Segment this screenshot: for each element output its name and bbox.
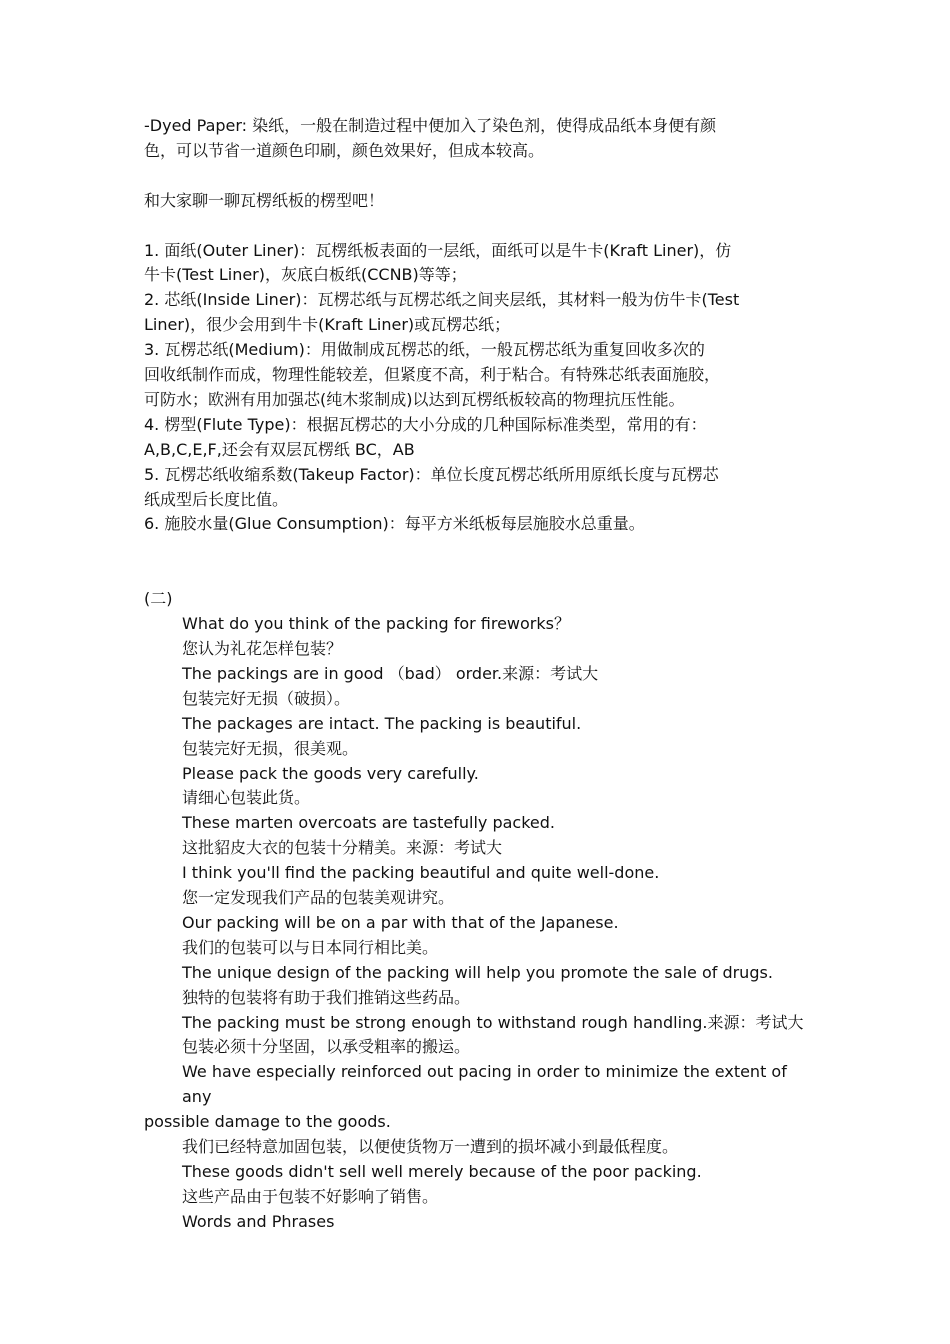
phrase-line: 包装必须十分坚固，以承受粗率的搬运。 xyxy=(182,1037,471,1057)
spacer xyxy=(144,164,812,189)
text-line: 5. 瓦楞芯纸收缩系数(Takeup Factor)：单位长度瓦楞芯纸所用原纸长度与瓦楞芯 xyxy=(144,464,719,484)
dyed-paper-paragraph xyxy=(144,114,812,164)
text-line: 1. 面纸(Outer Liner)：瓦楞纸板表面的一层纸，面纸可以是牛卡(Kraft Liner)，仿 xyxy=(144,240,732,260)
phrase-line: 这些产品由于包装不好影响了销售。 xyxy=(182,1186,439,1206)
flute-intro: 和大家聊一聊瓦楞纸板的楞型吧！ xyxy=(144,190,385,210)
words-and-phrases-heading: Words and Phrases xyxy=(182,1211,335,1231)
phrase-line: The unique design of the packing will help you promote the sale of drugs. xyxy=(182,962,773,982)
phrase-line: 我们的包装可以与日本同行相比美。 xyxy=(182,937,439,957)
phrase-line: I think you'll find the packing beautiful and quite well-done. xyxy=(182,863,660,883)
text-line: -Dyed Paper: 染纸，一般在制造过程中便加入了染色剂，使得成品纸本身便有颜 xyxy=(144,116,717,135)
text-line: possible damage to the goods. xyxy=(144,1112,391,1132)
text-line: 可防水；欧洲有用加强芯(纯木浆制成)以达到瓦楞纸板较高的物理抗压性能。 xyxy=(144,389,685,409)
phrase-line: 这批貂皮大衣的包装十分精美。来源：考试大 xyxy=(182,838,503,858)
phrase-list xyxy=(144,612,812,1235)
phrase-line: These marten overcoats are tastefully packed. xyxy=(182,813,555,833)
phrase-line: The packages are intact. The packing is beautiful. xyxy=(182,713,582,733)
phrase-line: Our packing will be on a par with that of the Japanese. xyxy=(182,912,619,932)
phrase-line: Please pack the goods very carefully. xyxy=(182,763,479,783)
wrapped-phrase xyxy=(144,1060,812,1135)
text-line: 色，可以节省一道颜色印刷，颜色效果好，但成本较高。 xyxy=(144,140,545,160)
list-item xyxy=(144,338,812,413)
text-line: 纸成型后长度比值。 xyxy=(144,489,289,509)
list-item xyxy=(144,512,812,537)
list-item xyxy=(144,413,812,463)
phrase-line: These goods didn't sell well merely because of the poor packing. xyxy=(182,1162,702,1182)
phrase-line: 您一定发现我们产品的包装美观讲究。 xyxy=(182,888,455,908)
document-page xyxy=(144,114,812,1235)
text-line: A,B,C,E,F,还会有双层瓦楞纸 BC，AB xyxy=(144,439,415,459)
phrase-line: 您认为礼花怎样包装？ xyxy=(182,638,343,658)
text-line: We have especially reinforced out pacing in order to minimize the extent of any xyxy=(182,1062,787,1107)
text-line: 6. 施胶水量(Glue Consumption)：每平方米纸板每层施胶水总重量。 xyxy=(144,514,645,534)
text-line: 回收纸制作而成，物理性能较差，但紧度不高，利于粘合。有特殊芯纸表面施胶， xyxy=(144,365,721,385)
phrase-line: What do you think of the packing for fireworks？ xyxy=(182,614,570,634)
text-line: 2. 芯纸(Inside Liner)：瓦楞芯纸与瓦楞芯纸之间夹层纸，其材料一般为仿牛卡(Test xyxy=(144,290,740,310)
phrase-line: 包装完好无损，很美观。 xyxy=(182,738,359,758)
text-line: 牛卡(Test Liner)，灰底白板纸(CCNB)等等； xyxy=(144,265,467,285)
list-item xyxy=(144,239,812,289)
list-item xyxy=(144,463,812,513)
section-heading: (二) xyxy=(144,589,173,609)
definition-list xyxy=(144,239,812,538)
text-line: Liner)，很少会用到牛卡(Kraft Liner)或瓦楞芯纸； xyxy=(144,315,511,335)
phrase-line: 请细心包装此货。 xyxy=(182,788,311,808)
phrase-line: 独特的包装将有助于我们推销这些药品。 xyxy=(182,987,471,1007)
list-item xyxy=(144,288,812,338)
text-line: 3. 瓦楞芯纸(Medium)：用做制成瓦楞芯的纸，一般瓦楞芯纸为重复回收多次的 xyxy=(144,340,705,360)
phrase-line: The packings are in good （bad） order.来源：考试大 xyxy=(182,663,599,683)
spacer xyxy=(144,537,812,587)
text-line: 4. 楞型(Flute Type)：根据瓦楞芯的大小分成的几种国际标准类型，常用的有： xyxy=(144,414,707,434)
phrase-line: The packing must be strong enough to withstand rough handling.来源：考试大 xyxy=(182,1012,804,1032)
phrase-line: 我们已经特意加固包装，以便使货物万一遭到的损坏减小到最低程度。 xyxy=(182,1137,679,1157)
phrase-line: 包装完好无损（破损）。 xyxy=(182,688,351,708)
spacer xyxy=(144,214,812,239)
